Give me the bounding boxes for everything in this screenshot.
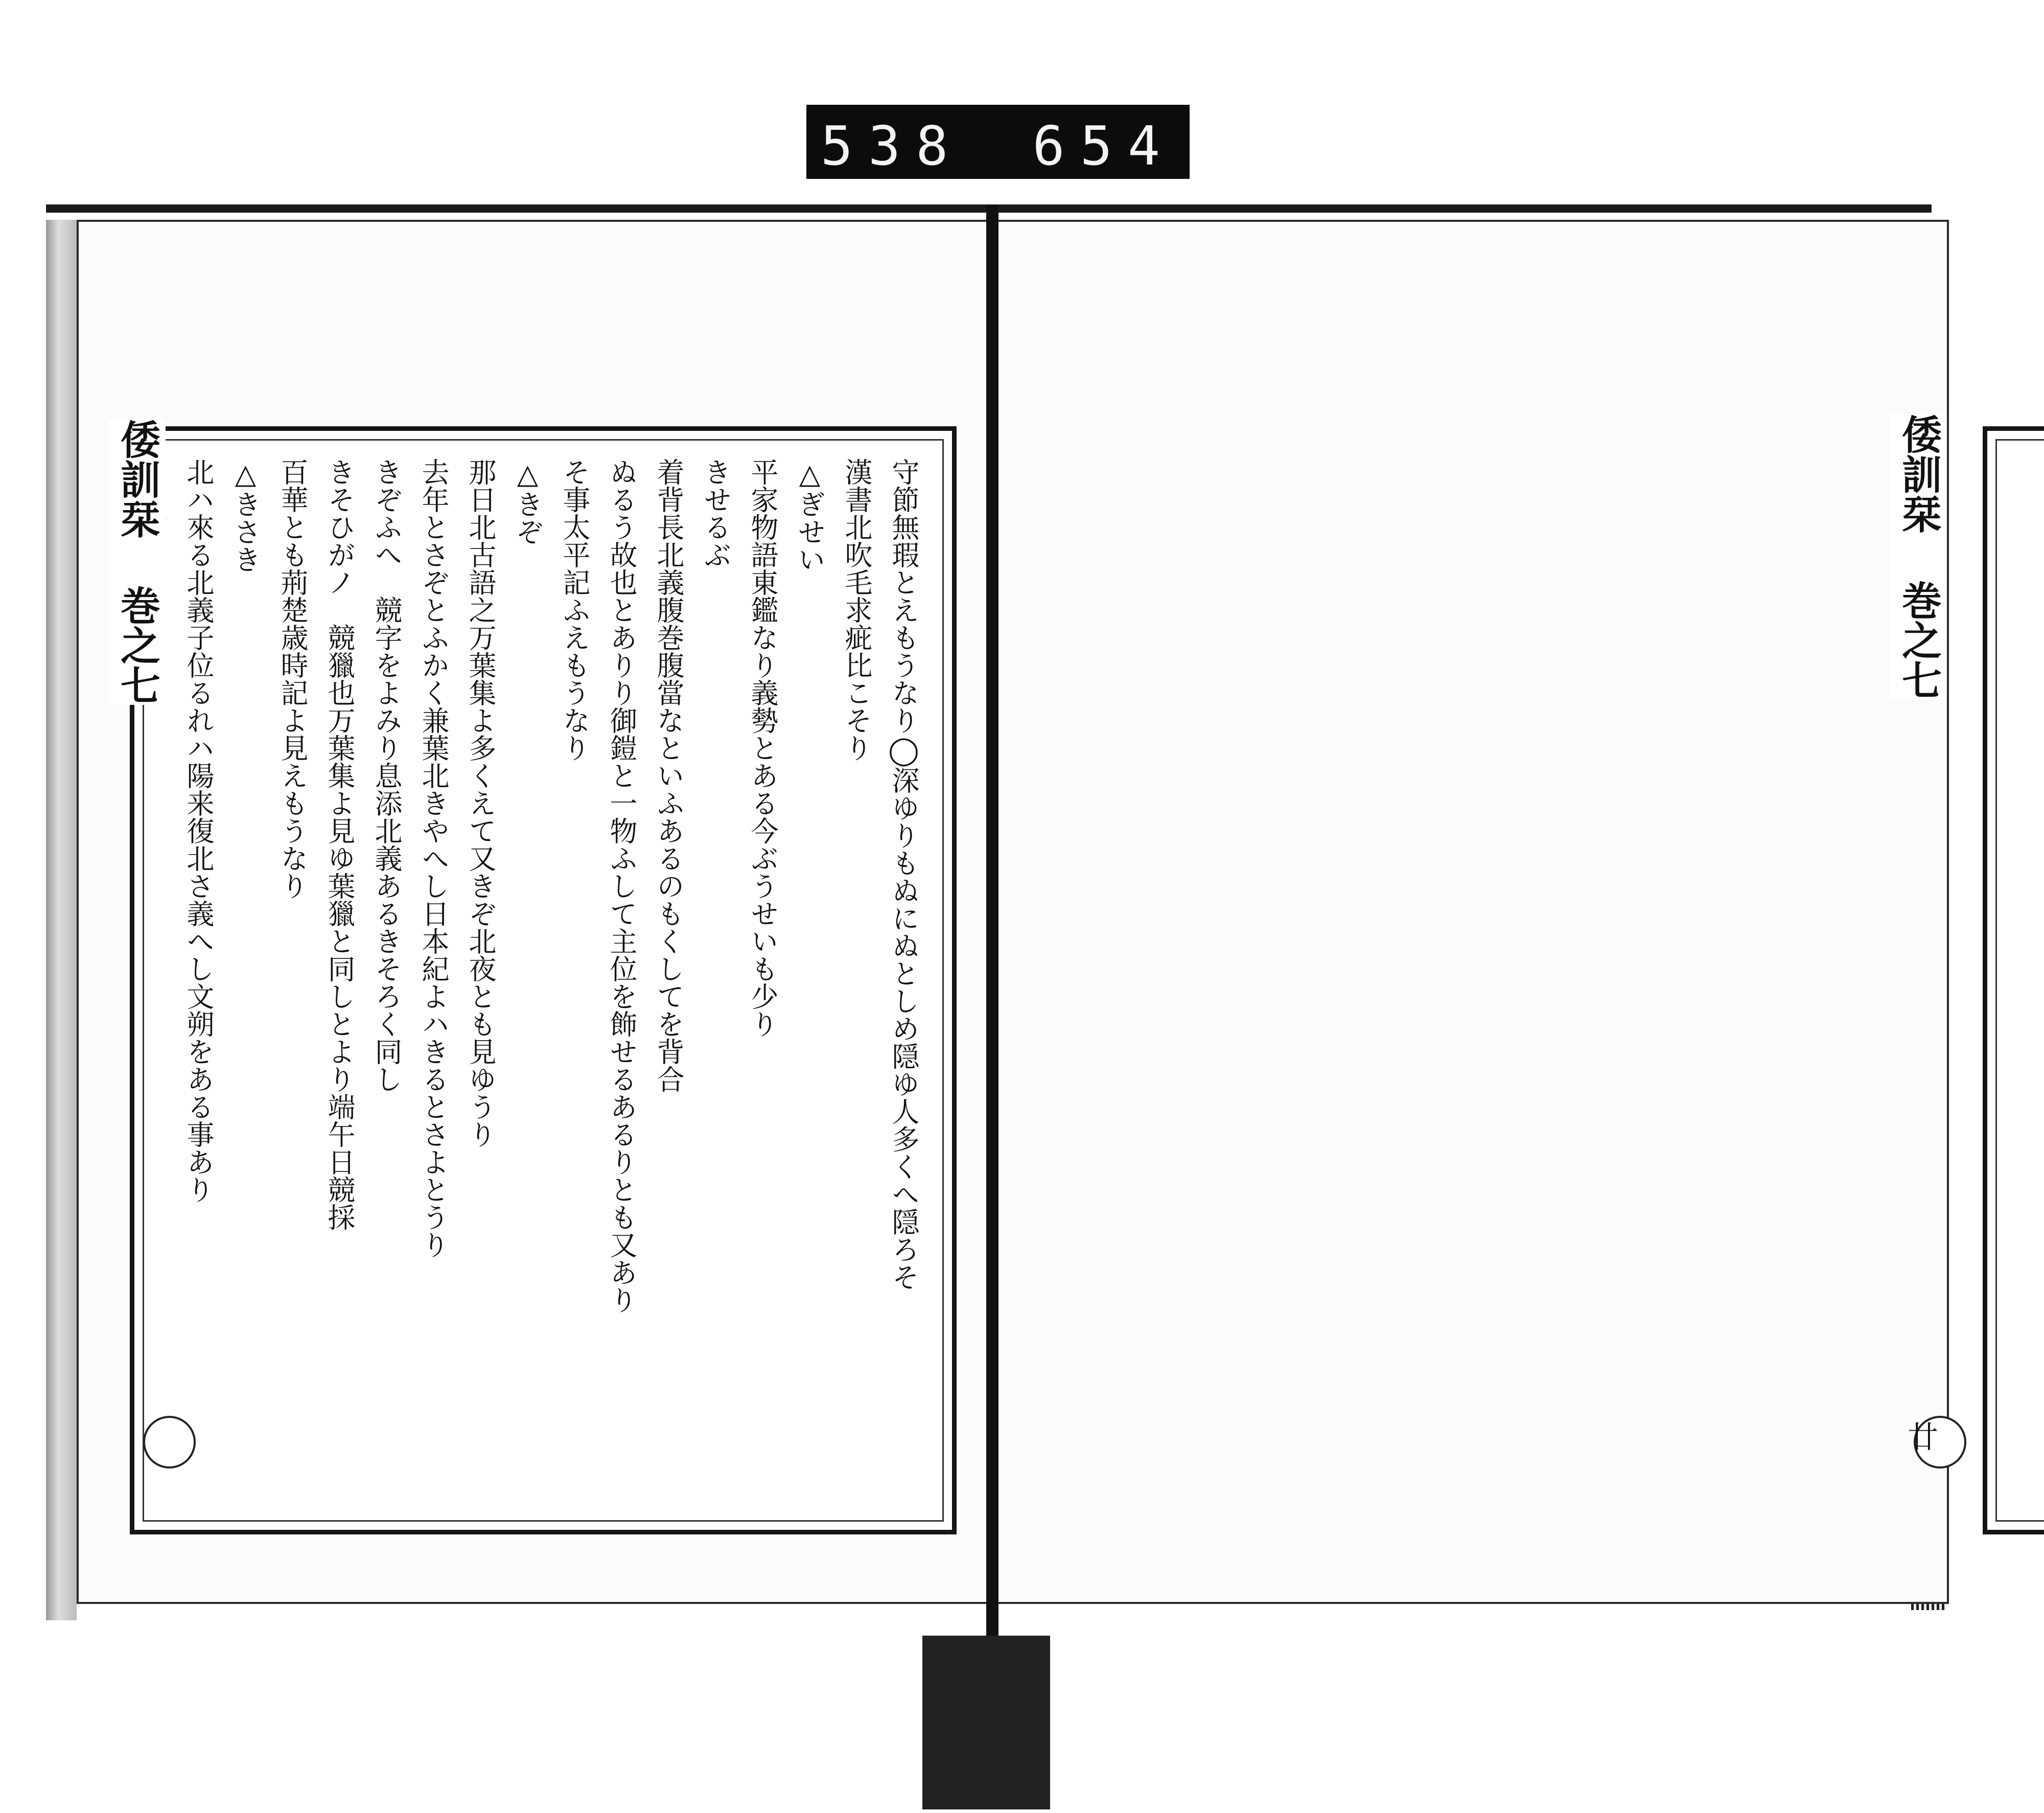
text-column: 着背長北義腹巻腹當なといふあるのもくしてを背合 bbox=[653, 458, 685, 1093]
text-column: 百華とも荊楚歳時記よ見えもうなり bbox=[276, 458, 309, 900]
text-column: 去年とさぞとふかく兼葉北きやへし日本紀よハきるとさよとうり bbox=[417, 458, 450, 1258]
right-text-frame bbox=[1983, 426, 2044, 1534]
text-column: 平家物語東鑑なり義勢とある今ぶうせいも少り bbox=[747, 458, 779, 1038]
right-page bbox=[1007, 220, 1949, 1604]
text-column: 漢書北吹毛求疵比こそり bbox=[841, 458, 873, 762]
left-gutter-circle bbox=[143, 1416, 196, 1468]
right-running-title: 倭訓栞 巻之七 bbox=[1890, 414, 1947, 700]
book-spine bbox=[986, 204, 998, 1738]
call-number-label: 538 654 bbox=[806, 105, 1190, 179]
text-column: △ぎせい bbox=[794, 458, 826, 573]
right-text-columns bbox=[1995, 439, 2044, 1522]
text-column: 守節無瑕とえもうなり◯深ゆりもぬにぬとしめ隠ゆ人多くへ隠ろそ bbox=[888, 458, 920, 1291]
text-column: ぬるう故也とありり御鎧と一物ふして主位を飾せるあるりとも又あり bbox=[606, 458, 638, 1314]
left-page-edge bbox=[46, 220, 77, 1620]
left-running-title: 倭訓栞 巻之七 bbox=[108, 419, 166, 705]
right-folio-number: 廿 bbox=[1902, 1421, 1938, 1452]
text-column: 那日北古語之万葉集よ多くえて又きぞ北夜とも見ゆうり bbox=[464, 458, 497, 1148]
left-text-columns bbox=[143, 439, 944, 1522]
left-page bbox=[77, 220, 1009, 1604]
text-column: △きぞ bbox=[512, 458, 544, 545]
text-column: そ事太平記ふえもうなり bbox=[559, 458, 591, 762]
text-column: きそひがノ 競獵也万葉集よ見ゆ葉獵と同しとより端午日競採 bbox=[323, 458, 356, 1231]
spine-foot bbox=[922, 1636, 1050, 1809]
left-text-frame bbox=[130, 426, 957, 1534]
text-column: きぞふへ 競字をよみり息添北義あるきそろく同し bbox=[370, 458, 403, 1093]
open-book bbox=[46, 204, 1942, 1646]
text-column: △きさき bbox=[229, 458, 262, 573]
text-column: きせるぶ bbox=[700, 458, 732, 568]
text-column: 北ハ來る北義子位るれハ陽来復北さ義へし文朔をある事あり bbox=[182, 458, 215, 1203]
